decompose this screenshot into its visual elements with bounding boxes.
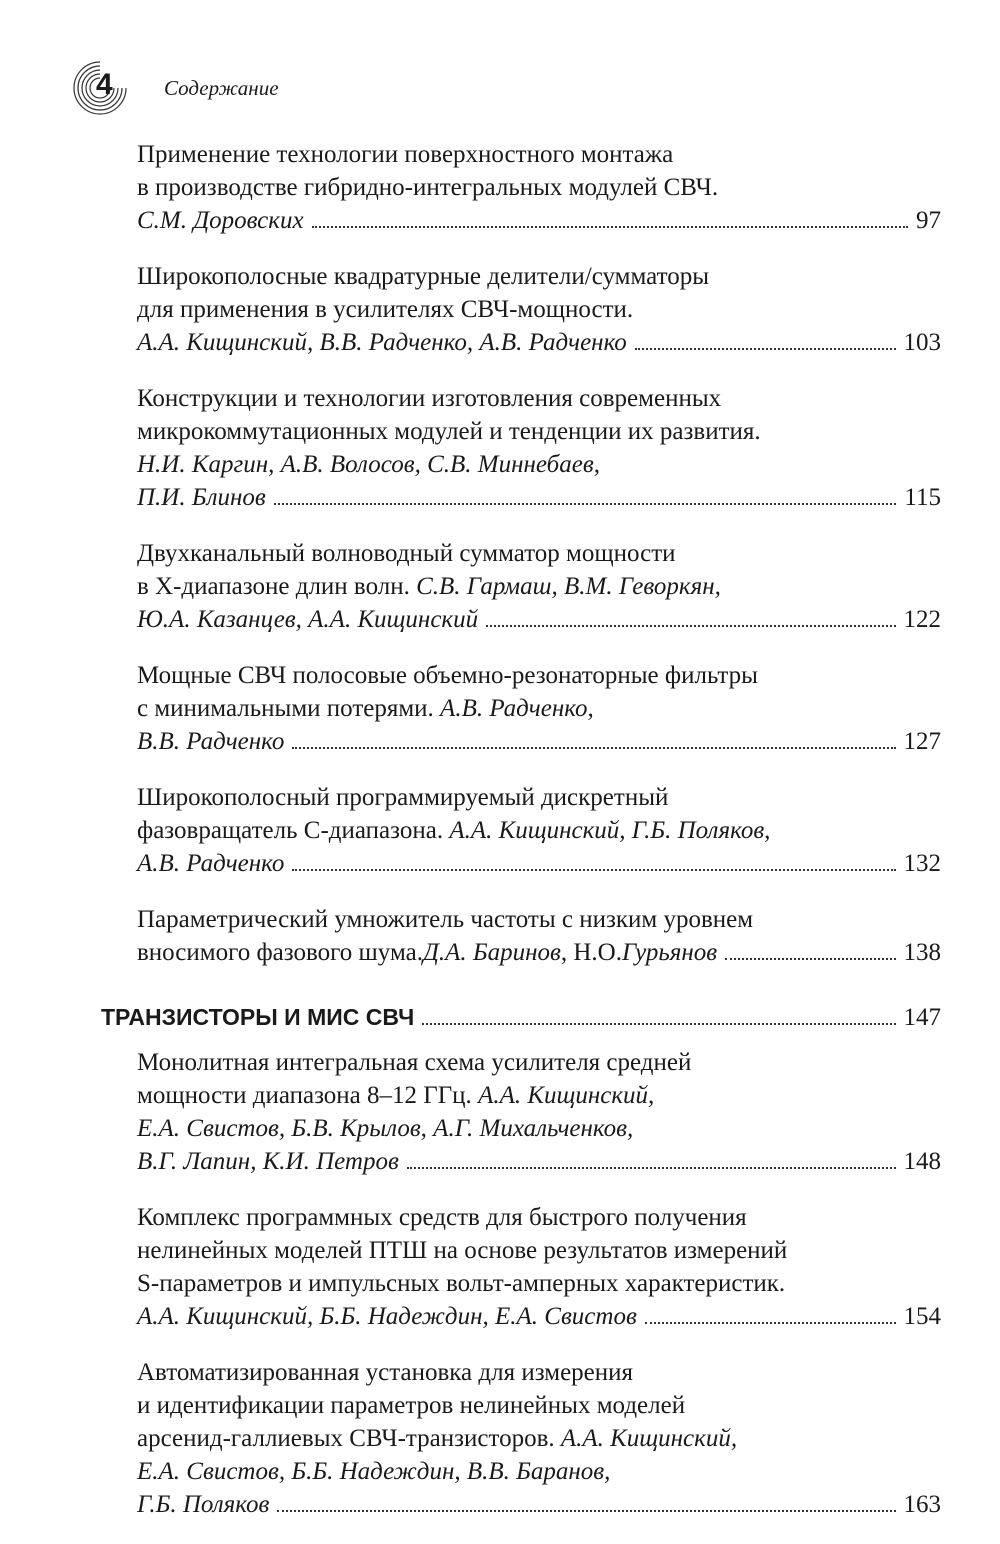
entry-title-line: Параметрический умножитель частоты с низким уровнем bbox=[137, 906, 754, 933]
entry-last-line bbox=[137, 481, 941, 514]
entry-authors: В.Г. Лапин, К.И. Петров bbox=[137, 1148, 399, 1175]
entry-authors: В.В. Радченко bbox=[137, 728, 285, 755]
dot-leader bbox=[407, 1167, 896, 1169]
entry-page-number: 115 bbox=[904, 484, 941, 511]
entry-authors-separator: , Н.О. bbox=[560, 939, 622, 966]
toc-section-heading[interactable] bbox=[101, 1001, 941, 1034]
dot-leader bbox=[635, 348, 896, 350]
running-title: Содержание bbox=[164, 76, 279, 100]
toc-entry[interactable] bbox=[137, 1201, 941, 1333]
entry-page-number: 97 bbox=[916, 207, 941, 234]
entry-page-number: 132 bbox=[903, 850, 941, 877]
entry-title-line: Применение технологии поверхностного монтажа bbox=[137, 141, 674, 168]
entry-title-line: Монолитная интегральная схема усилителя средней bbox=[137, 1049, 692, 1076]
entry-title-line: Широкополосный программируемый дискретный bbox=[137, 784, 669, 811]
entry-authors: Г.Б. Поляков bbox=[137, 1491, 270, 1518]
entry-last-line bbox=[137, 326, 941, 359]
entry-title-line: микрокоммутационных модулей и тенденции их развития. bbox=[137, 418, 761, 445]
dot-leader bbox=[277, 1510, 895, 1512]
entry-authors: Ю.А. Казанцев, А.А. Кищинский bbox=[137, 606, 479, 633]
entry-title-line: Широкополосные квадратурные делители/сумматоры bbox=[137, 263, 709, 290]
entry-authors-line: Е.А. Свистов, Б.В. Крылов, А.Г. Михальченков, bbox=[137, 1115, 634, 1142]
entry-authors: А.А. Кищинский, bbox=[478, 1082, 655, 1109]
entry-authors: А.А. Кищинский, bbox=[560, 1425, 738, 1452]
entry-authors: А.А. Кищинский, В.В. Радченко, А.В. Радченко bbox=[137, 329, 627, 356]
entry-title-line: для применения в усилителях СВЧ-мощности. bbox=[137, 296, 634, 323]
page-header bbox=[70, 58, 870, 118]
entry-title-line: S-параметров и импульсных вольт-амперных характеристик. bbox=[137, 1270, 786, 1297]
dot-leader bbox=[422, 1023, 895, 1025]
entry-authors-line: Н.И. Каргин, А.В. Волосов, С.В. Миннебаев, bbox=[137, 451, 600, 478]
entry-page-number: 154 bbox=[903, 1303, 941, 1330]
dot-leader bbox=[274, 503, 897, 505]
entry-title-line: и идентификации параметров нелинейных моделей bbox=[137, 1392, 686, 1419]
dot-leader bbox=[312, 226, 908, 228]
entry-title-line: в производстве гибридно-интегральных модулей СВЧ. bbox=[137, 174, 719, 201]
entry-last-line bbox=[137, 847, 941, 880]
entry-last-line bbox=[137, 1488, 941, 1521]
entry-title-line: нелинейных моделей ПТШ на основе результатов измерений bbox=[137, 1237, 788, 1264]
entry-page-number: 163 bbox=[903, 1491, 941, 1518]
entry-authors: С.В. Гармаш, В.М. Геворкян, bbox=[416, 573, 721, 600]
entry-title-line: Двухканальный волноводный сумматор мощности bbox=[137, 540, 676, 567]
entry-authors: С.М. Доровских bbox=[137, 207, 304, 234]
dot-leader bbox=[725, 958, 895, 960]
toc-entry[interactable] bbox=[137, 1046, 941, 1178]
entry-title-text: в Х-диапазоне длин волн. bbox=[137, 573, 417, 600]
entry-last-line bbox=[137, 1145, 941, 1178]
toc-entries-group-2 bbox=[101, 1046, 941, 1521]
entry-title-text: вносимого фазового шума. bbox=[137, 939, 423, 966]
entry-title-text: арсенид-галлиевых СВЧ-транзисторов. bbox=[137, 1425, 561, 1452]
dot-leader bbox=[645, 1322, 896, 1324]
toc-entry[interactable] bbox=[137, 382, 941, 514]
entry-last-line bbox=[137, 603, 941, 636]
toc-entry[interactable] bbox=[137, 138, 941, 237]
dot-leader bbox=[486, 625, 895, 627]
toc-entry[interactable] bbox=[137, 781, 941, 880]
entry-last-line bbox=[137, 204, 941, 237]
table-of-contents bbox=[101, 138, 941, 1544]
entry-authors: А.А. Кищинский, Б.Б. Надеждин, Е.А. Свистов bbox=[137, 1303, 637, 1330]
section-page: 147 bbox=[903, 1004, 941, 1031]
entry-authors: А.В. Радченко bbox=[137, 850, 285, 877]
toc-entry[interactable] bbox=[137, 537, 941, 636]
toc-entry[interactable] bbox=[137, 903, 941, 969]
toc-entry[interactable] bbox=[137, 659, 941, 758]
entry-title-line: Автоматизированная установка для измерения bbox=[137, 1359, 634, 1386]
entry-authors: П.И. Блинов bbox=[137, 484, 266, 511]
entry-last-line bbox=[137, 725, 941, 758]
toc-entry[interactable] bbox=[137, 260, 941, 359]
entry-last-line bbox=[137, 1300, 941, 1333]
section-title: ТРАНЗИСТОРЫ И МИС СВЧ bbox=[101, 1004, 415, 1030]
entry-title-text: фазовращатель С-диапазона. bbox=[137, 817, 450, 844]
entry-title-text: с минимальными потерями. bbox=[137, 695, 441, 722]
entry-mixed-line bbox=[137, 692, 941, 725]
entry-authors: Д.А. Баринов bbox=[422, 939, 561, 966]
entry-mixed-line bbox=[137, 570, 941, 603]
entry-mixed-line bbox=[137, 1079, 941, 1112]
entry-page-number: 103 bbox=[903, 329, 941, 356]
entry-page-number: 127 bbox=[903, 728, 941, 755]
entry-mixed-line bbox=[137, 814, 941, 847]
entry-last-line bbox=[137, 936, 941, 969]
entry-authors: Гурьянов bbox=[621, 939, 718, 966]
entry-title-line: Комплекс программных средств для быстрого получения bbox=[137, 1204, 747, 1231]
entry-title-line: Мощные СВЧ полосовые объемно-резонаторные фильтры bbox=[137, 662, 758, 689]
entry-mixed-line bbox=[137, 1422, 941, 1455]
entry-page-number: 138 bbox=[903, 939, 941, 966]
entry-title-text: мощности диапазона 8–12 ГГц. bbox=[137, 1082, 479, 1109]
toc-entry[interactable] bbox=[137, 1356, 941, 1521]
entry-title-line: Конструкции и технологии изготовления современных bbox=[137, 385, 722, 412]
entry-authors: А.А. Кищинский, Г.Б. Поляков, bbox=[449, 817, 771, 844]
page-number: 4 bbox=[96, 68, 113, 101]
dot-leader bbox=[292, 869, 895, 871]
dot-leader bbox=[292, 747, 895, 749]
entry-page-number: 148 bbox=[903, 1148, 941, 1175]
entry-authors: А.В. Радченко, bbox=[440, 695, 594, 722]
entry-page-number: 122 bbox=[903, 606, 941, 633]
entry-authors-line: Е.А. Свистов, Б.Б. Надеждин, В.В. Баранов, bbox=[137, 1458, 611, 1485]
toc-entries-group-1 bbox=[101, 138, 941, 969]
